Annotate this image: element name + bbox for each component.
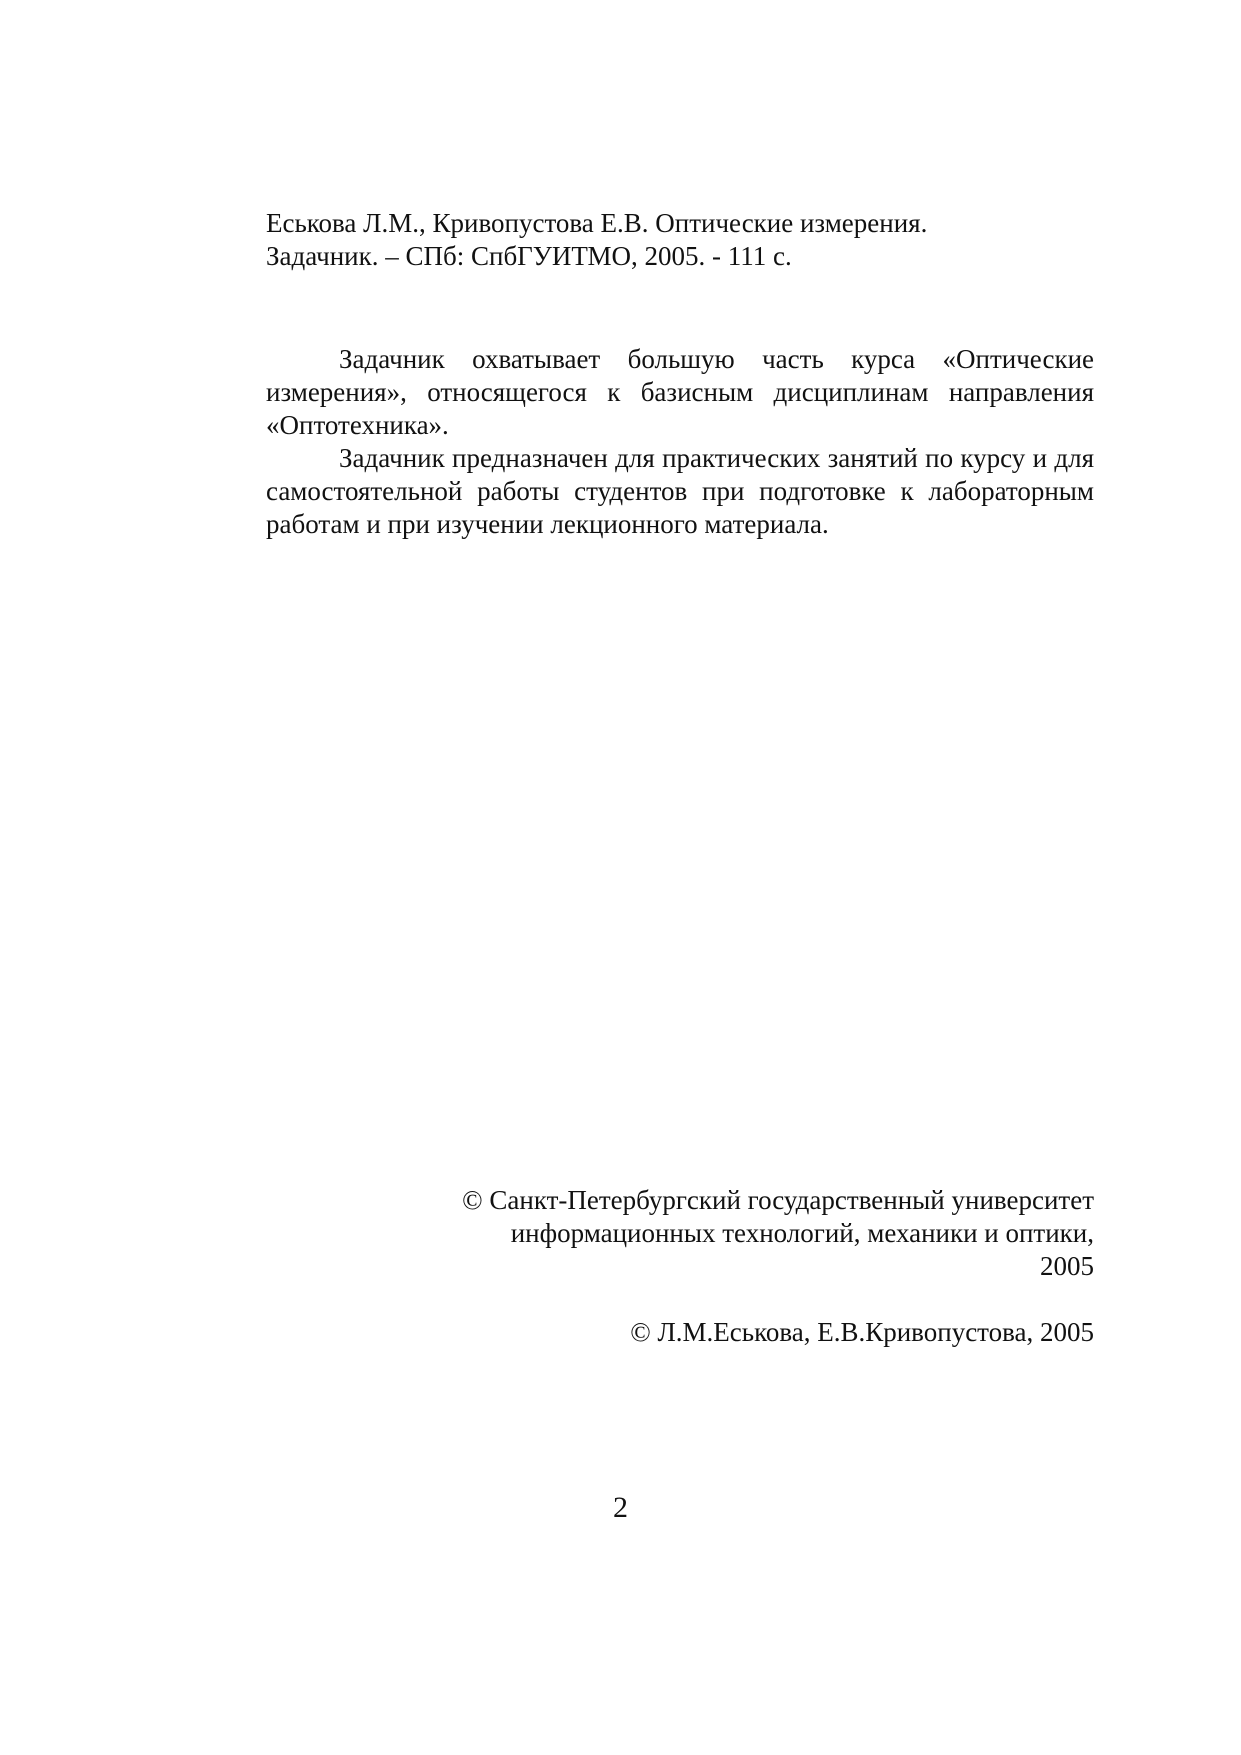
- copyright-university-year: 2005: [1040, 1251, 1094, 1281]
- copyright-university-line-2: информационных технологий, механики и оптики,: [510, 1218, 1094, 1248]
- citation-line-authors-title: Еськова Л.М., Кривопустова Е.В. Оптические измерения.: [266, 208, 928, 238]
- bibliographic-citation: [266, 207, 1086, 273]
- copyright-university-line-1: © Санкт-Петербургский государственный университет: [462, 1185, 1094, 1215]
- page-number: 2: [613, 1491, 628, 1524]
- spacer: [394, 1283, 1094, 1316]
- copyright-authors: © Л.М.Еськова, Е.В.Кривопустова, 2005: [630, 1317, 1094, 1347]
- copyright-notice: [394, 1184, 1094, 1349]
- abstract-paragraph-2: Задачник предназначен для практических занятий по курсу и для самостоятельной работы студентов при подготовке к лабораторным работам и при изучении лекционного материала.: [266, 443, 1094, 539]
- citation-line-publisher: Задачник. – СПб: СпбГУИТМО, 2005. - 111 с.: [266, 241, 792, 271]
- abstract-paragraph-1: Задачник охватывает большую часть курса «Оптические измерения», относящегося к базисным дисциплинам направления «Оптотехника».: [266, 344, 1094, 440]
- abstract: [266, 343, 1094, 541]
